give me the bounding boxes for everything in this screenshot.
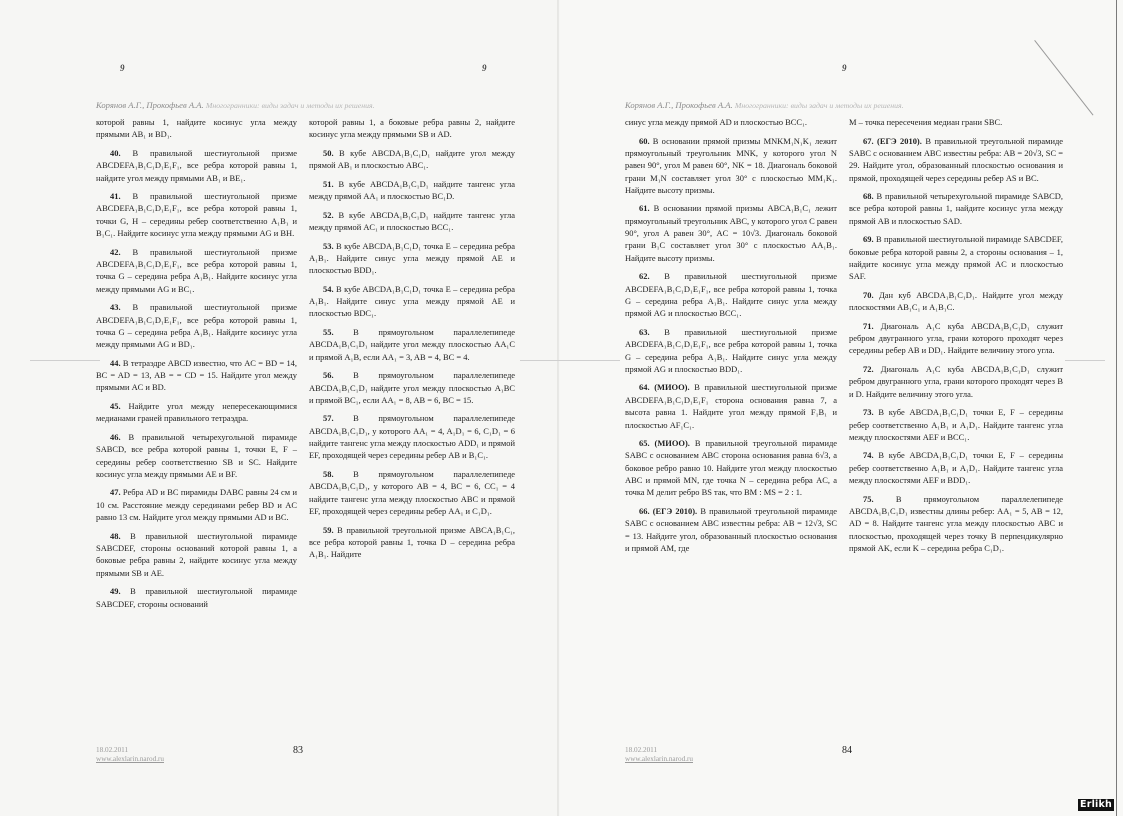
problem-text: В правильной шестиугольной пирамиде SABCDEF, стороны оснований xyxy=(96,586,297,609)
scan-artifact xyxy=(1065,360,1105,361)
problem-text: В правильной треугольной призме ABCA₁B₁C₁, все ребра которой равны 1, точка D – середина ребра A₁B₁. Найдите xyxy=(309,524,515,560)
problem-number: 66. (ЕГЭ 2010). xyxy=(639,505,701,516)
problem-paragraph xyxy=(96,357,297,394)
scan-mark: 9 xyxy=(482,63,487,73)
problem-text: В прямоугольном параллелепипеде ABCDA₁B₁C₁D₁, у которого AB = 4, BC = 6, CC₁ = 4 найдите тангенс угла между плоскостью ABC и прямой EF, проходящей через середины ребер AA₁ и C₁D₁. xyxy=(309,468,515,516)
problem-paragraph xyxy=(625,437,837,499)
header-title: Многогранники: виды задач и методы их решения. xyxy=(734,101,904,110)
problem-number: 64. (МИОО). xyxy=(639,382,695,393)
problem-paragraph xyxy=(849,320,1063,357)
problem-paragraph xyxy=(625,505,837,554)
problem-text: В правильной шестиугольной призме ABCDEFA₁B₁C₁D₁E₁F₁ сторона основания равна 7, а высота равна 1. Найдите угол между прямой F₁B₁ и плоскостью AF₁C₁. xyxy=(625,382,837,430)
problem-paragraph: которой равны 1, найдите косинус угла между прямыми AB₁ и BD₁. xyxy=(96,117,297,140)
problem-paragraph xyxy=(849,135,1063,184)
problem-number: 44. xyxy=(110,357,123,368)
problem-text: В прямоугольном параллелепипеде ABCDA₁B₁C₁D₁ найдите угол между плоскостью A₁BC и прямой BC₁, если AA₁ = 8, AB = 6, BC = 15. xyxy=(309,370,515,405)
problem-text: В кубе ABCDA₁B₁C₁D₁ точки E, F – середины ребер соответственно A₁B₁ и A₁D₁. Найдите тангенс угла между плоскостями AEF и BCC₁. xyxy=(849,407,1063,442)
footer-date: 18.02.2011 xyxy=(625,746,658,754)
footer-date: 18.02.2011 xyxy=(96,746,129,754)
problem-number: 45. xyxy=(110,401,129,411)
problem-number: 52. xyxy=(323,209,339,220)
problem-text: В кубе ABCDA₁B₁C₁D₁ найдите тангенс угла между прямой AC₁ и плоскостью BCC₁. xyxy=(309,209,515,232)
problem-number: 46. xyxy=(110,431,129,442)
problem-paragraph xyxy=(96,147,297,184)
problem-text: В правильной треугольной пирамиде SABC с основанием ABC известны ребра: AB = 12√3, SC = 13. Найдите угол, образованный плоскостью основания и прямой AM, где xyxy=(625,505,838,553)
problem-text: В основании прямой призмы MNKM₁N₁K₁ лежит прямоугольный треугольник MNK, у которого угол N равен 90°, угол M равен 60°, NK = 18. Диагональ боковой грани M₁N составляет угол 30° с плоскостью MM₁K₁. Найдите высоту призмы. xyxy=(625,135,837,195)
problem-number: 60. xyxy=(639,135,653,146)
footer-url[interactable]: www.alexlarin.narod.ru xyxy=(96,754,164,763)
problem-paragraph xyxy=(849,289,1063,314)
problem-paragraph xyxy=(309,326,515,363)
problem-number: 53. xyxy=(323,240,336,251)
problem-paragraph xyxy=(96,400,297,425)
problem-paragraph xyxy=(96,486,297,523)
problem-text: В правильной шестиугольной призме ABCDEFA₁B₁C₁D₁E₁F₁, все ребра которой равны 1, точка G – середина ребра A₁B₁. Найдите косинус угла между прямыми AG и BC₁. xyxy=(96,246,298,294)
problem-text: В правильной треугольной пирамиде SABC с основанием ABC известны ребра: AB = 20√3, SC = 29. Найдите угол, образованный плоскостью основания и прямой, проходящей через середины ребер AS и BC. xyxy=(849,135,1064,183)
problem-text: Диагональ A₁C куба ABCDA₁B₁C₁D₁ служит ребром двугранного угла, грани которого проходят через середины ребер AB и DD₁. Найдите величину этого угла. xyxy=(849,320,1064,356)
problem-number: 68. xyxy=(863,191,877,202)
problem-number: 51. xyxy=(323,178,339,189)
problem-number: 49. xyxy=(110,586,131,597)
problem-text: В правильной треугольной пирамиде SABC с основанием ABC сторона основания равна 6√3, а боковое ребро равно 10. Найдите угол между плоскостью ABC и прямой MN, где точка N – середина ребра AC, а точка M делит ребро BS так, что BM : MS = 2 : 1. xyxy=(625,438,838,498)
problem-paragraph xyxy=(849,233,1063,282)
header-authors: Корянов А.Г., Прокофьев А.А. xyxy=(96,100,204,110)
problem-number: 59. xyxy=(323,524,338,535)
problem-number: 62. xyxy=(639,271,665,282)
problem-paragraph xyxy=(849,190,1063,227)
problem-paragraph xyxy=(309,412,515,461)
problem-paragraph xyxy=(849,363,1063,400)
problem-paragraph xyxy=(309,147,515,172)
problem-text: В правильной шестиугольной призме ABCDEFA₁B₁C₁D₁E₁F₁, все ребра которой равны 1, точка G – середина ребра A₁B₁. Найдите синус угла между прямой AG и плоскостью BDD₁. xyxy=(625,326,838,374)
problem-text: В правильной шестиугольной призме ABCDEFA₁B₁C₁D₁E₁F₁, все ребра которой равны 1, точки G, H – середины ребер соответственно A₁B₁ и B₁C₁. Найдите косинус угла между прямыми AG и BH. xyxy=(96,191,298,239)
problem-paragraph xyxy=(309,468,515,517)
problem-paragraph xyxy=(309,209,515,234)
right-page-footer xyxy=(625,746,693,763)
problem-number: 69. xyxy=(863,234,876,245)
problem-number: 72. xyxy=(863,363,881,374)
problem-number: 58. xyxy=(323,468,354,479)
problem-paragraph xyxy=(309,524,515,561)
problem-text: В правильной шестиугольной пирамиде SABCDEF, стороны оснований которой равны 1, а боковые ребра равны 2, найдите косинус угла между прямыми SB и AE. xyxy=(96,530,297,578)
problem-text: В прямоугольном параллелепипеде ABCDA₁B₁C₁D₁ известны длины ребер: AA₁ = 5, AB = 12, AD = 8. Найдите тангенс угла между плоскостью ABC и плоскостью, проходящей через точку B перпендикулярно прямой AK, если K – середина ребра C₁D₁. xyxy=(849,493,1063,553)
right-page-header xyxy=(625,100,904,110)
problem-text: В правильной шестиугольной пирамиде SABCDEF, боковые ребра которой равны 2, а стороны основания – 1, найдите косинус угла между прямой AC и плоскостью SAF. xyxy=(849,234,1063,282)
problem-paragraph xyxy=(309,283,515,320)
problem-paragraph xyxy=(625,381,837,430)
problem-number: 54. xyxy=(323,283,336,294)
problem-number: 50. xyxy=(323,147,340,158)
footer-url[interactable]: www.alexlarin.narod.ru xyxy=(625,754,693,763)
problem-text: В кубе ABCDA₁B₁C₁D₁ найдите угол между прямой AB₁ и плоскостью ABC₁. xyxy=(309,147,516,171)
problem-paragraph xyxy=(849,406,1063,443)
problem-number: 47. xyxy=(110,487,123,498)
problem-number: 65. (МИОО). xyxy=(639,438,695,449)
page-number: 84 xyxy=(842,745,852,756)
left-page-column-2 xyxy=(309,116,515,567)
header-title: Многогранники: виды задач и методы их решения. xyxy=(205,101,375,110)
problem-text: В правильной четырехугольной пирамиде SABCD, все ребра которой равны 1, точки E, F – середины ребер соответственно SB и SC. Найдите косинус угла между прямыми AE и BF. xyxy=(96,431,298,479)
problem-number: 71. xyxy=(863,320,881,331)
scan-artifact xyxy=(520,360,620,361)
problem-number: 55. xyxy=(323,326,354,337)
problem-paragraph xyxy=(96,585,297,610)
problem-paragraph xyxy=(849,449,1063,486)
problem-paragraph xyxy=(96,246,297,295)
problem-number: 40. xyxy=(110,147,133,158)
problem-paragraph: синус угла между прямой AD и плоскостью BCC₁. xyxy=(625,117,808,127)
problem-text: В правильной шестиугольной призме ABCDEFA₁B₁C₁D₁E₁F₁, все ребра которой равны 1, точка G – середина ребра A₁B₁. Найдите синус угла между прямой AG и плоскостью BCC₁. xyxy=(625,271,838,319)
scan-mark: 9 xyxy=(120,63,125,73)
problem-text: В кубе ABCDA₁B₁C₁D₁ найдите тангенс угла между прямой AA₁ и плоскостью BC₁D. xyxy=(309,178,515,202)
problem-text: В правильной шестиугольной призме ABCDEFA₁B₁C₁D₁E₁F₁, все ребра которой равны 1, найдите угол между прямыми AB₁ и BE₁. xyxy=(96,147,298,183)
page-number: 83 xyxy=(293,745,303,756)
problem-paragraph xyxy=(625,135,837,197)
problem-text: В прямоугольном параллелепипеде ABCDA₁B₁C₁D₁ найдите угол между плоскостью AA₁C и прямой A₁B, если AA₁ = 3, AB = 4, BC = 4. xyxy=(309,326,515,362)
left-page-header xyxy=(96,100,375,110)
problem-paragraph: которой равны 1, а боковые ребра равны 2, найдите косинус угла между прямыми SB и AD. xyxy=(309,117,515,140)
problem-number: 67. (ЕГЭ 2010). xyxy=(863,135,926,146)
problem-number: 75. xyxy=(863,493,896,504)
problem-number: 56. xyxy=(323,370,354,381)
watermark-logo: Erlikh xyxy=(1080,799,1112,810)
problem-text: В кубе ABCDA₁B₁C₁D₁ точка E – середина ребра A₁B₁. Найдите синус угла между прямой AE и плоскостью BDC₁. xyxy=(309,283,516,319)
problem-paragraph xyxy=(849,493,1063,555)
problem-text: Диагональ A₁C куба ABCDA₁B₁C₁D₁ служит ребром двугранного угла, грани которого проходят через B и D. Найдите величину этого угла. xyxy=(849,363,1064,399)
problem-paragraph xyxy=(625,270,837,319)
problem-number: 63. xyxy=(639,326,665,337)
problem-number: 61. xyxy=(639,203,654,214)
problem-paragraph xyxy=(625,326,837,375)
problem-text: В кубе ABCDA₁B₁C₁D₁ точки E, F – середины ребер соответственно A₁B₁ и A₁D₁. Найдите тангенс угла между плоскостями AEF и BDD₁. xyxy=(849,450,1063,486)
problem-text: Найдите угол между непересекающимися медианами граней правильного тетраэдра. xyxy=(96,401,298,424)
scan-artifact xyxy=(30,360,100,361)
page-fold xyxy=(557,0,559,816)
left-page-column-1 xyxy=(96,116,297,616)
problem-number: 74. xyxy=(863,450,879,461)
problem-number: 42. xyxy=(110,246,133,257)
problem-paragraph xyxy=(309,369,515,406)
problem-text: В тетраэдре ABCD известно, что AC = BD = 14, BC = AD = 13, AB = = CD = 15. Найдите угол между прямыми AC и BD. xyxy=(96,357,297,393)
problem-paragraph xyxy=(96,431,297,480)
header-authors: Корянов А.Г., Прокофьев А.А. xyxy=(625,100,733,110)
problem-paragraph: M – точка пересечения медиан грани SBC. xyxy=(849,117,1003,127)
problem-paragraph xyxy=(96,190,297,239)
problem-number: 70. xyxy=(863,289,879,300)
problem-number: 73. xyxy=(863,407,879,418)
problem-paragraph xyxy=(96,301,297,350)
right-page-column-1 xyxy=(625,116,837,561)
problem-paragraph xyxy=(309,240,515,277)
problem-text: Дан куб ABCDA₁B₁C₁D₁. Найдите угол между плоскостями AB₁C₁ и A₁B₁C. xyxy=(849,289,1064,313)
problem-paragraph xyxy=(96,530,297,579)
problem-text: Ребра AD и BC пирамиды DABC равны 24 см и 10 см. Расстояние между серединами ребер BD и AC равно 13 см. Найдите угол между прямыми AD и BC. xyxy=(96,487,298,523)
problem-text: В правильной шестиугольной призме ABCDEFA₁B₁C₁D₁E₁F₁, все ребра которой равны 1, точка G – середина ребра A₁B₁. Найдите косинус угла между прямыми AG и BD₁. xyxy=(96,302,298,350)
problem-text: В кубе ABCDA₁B₁C₁D₁ точка E – середина ребра A₁B₁. Найдите синус угла между прямой AE и плоскостью BDD₁. xyxy=(309,240,516,276)
problem-text: В основании прямой призмы ABCA₁B₁C₁ лежит прямоугольный треугольник ABC, у которого угол C равен 90°, угол A равен 30°, AC = 10√3. Диагональ боковой грани B₁C составляет угол 30° с плоскостью AA₁B₁. Найдите высоту призмы. xyxy=(625,203,837,263)
scan-edge-line xyxy=(1116,0,1117,816)
right-page-column-2 xyxy=(849,116,1063,561)
problem-number: 57. xyxy=(323,413,354,424)
scan-mark: 9 xyxy=(842,63,847,73)
problem-number: 48. xyxy=(110,530,131,541)
problem-text: В прямоугольном параллелепипеде ABCDA₁B₁C₁D₁, у которого AA₁ = 4, A₁D₁ = 6, C₁D₁ = 6 найдите тангенс угла между плоскостью ADD₁ и прямой EF, проходящей через середины ребер AB и B₁C₁. xyxy=(309,413,515,461)
problem-text: В правильной четырехугольной пирамиде SABCD, все ребра которой равны 1, найдите косинус угла между прямой AB и плоскостью SAD. xyxy=(849,191,1063,226)
problem-paragraph xyxy=(625,202,837,264)
problem-number: 43. xyxy=(110,302,133,313)
left-page-footer xyxy=(96,746,164,763)
problem-number: 41. xyxy=(110,191,133,202)
problem-paragraph xyxy=(309,178,515,203)
